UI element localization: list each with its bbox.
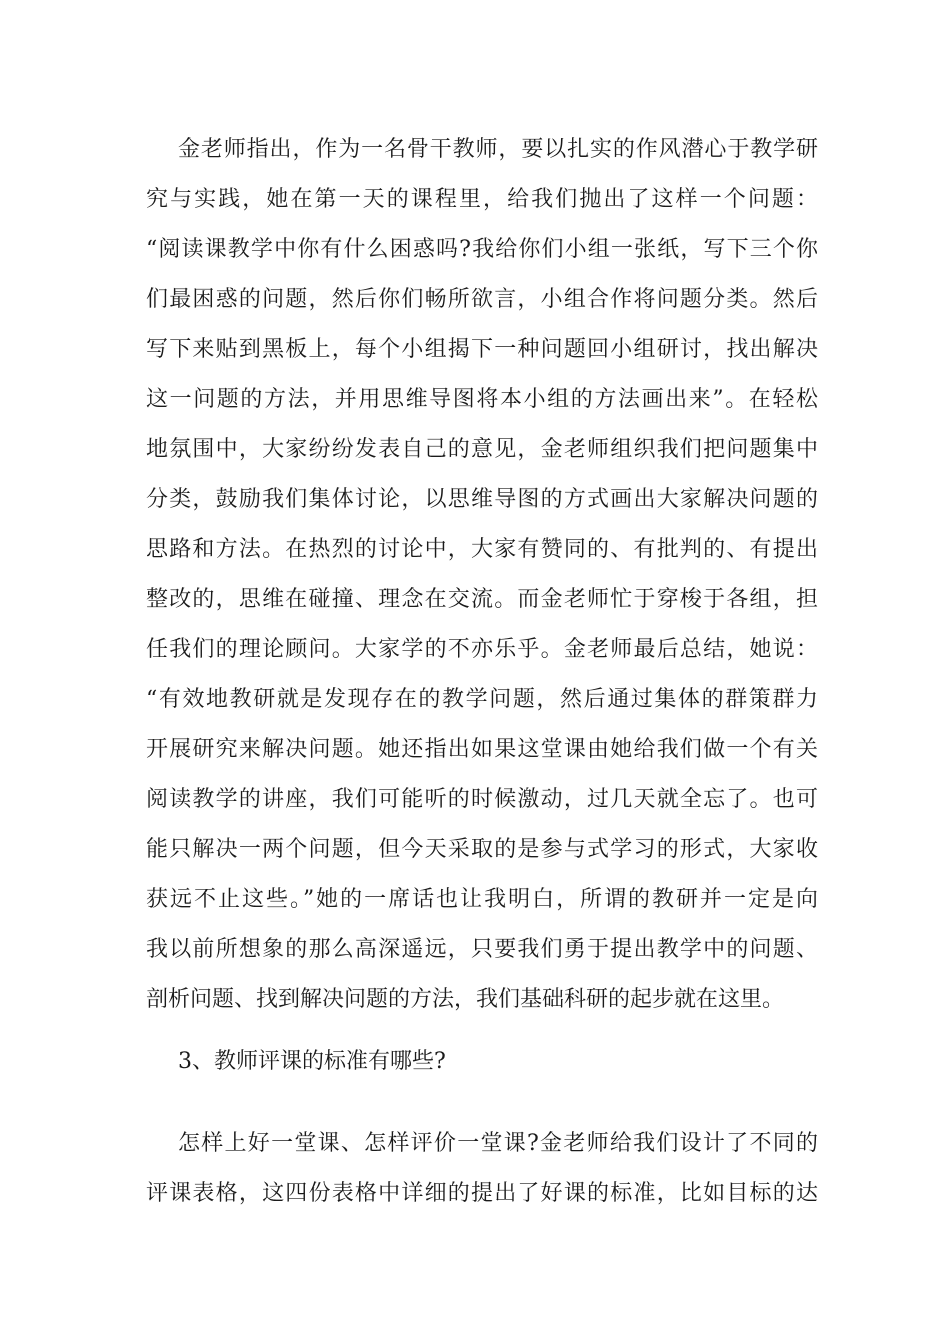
paragraph-line: 金老师指出，作为一名骨干教师，要以扎实的作风潜心于教学研: [178, 137, 818, 162]
paragraph-line: 评课表格，这四份表格中详细的提出了好课的标准，比如目标的达: [146, 1181, 818, 1206]
paragraph-line: 究与实践，她在第一天的课程里，给我们抛出了这样一个问题：: [146, 187, 818, 212]
paragraph-1: [146, 125, 818, 1025]
paragraph-line: 开展研究来解决问题。她还指出如果这堂课由她给我们做一个有关: [146, 737, 818, 762]
paragraph-line: 获远不止这些。”她的一席话也让我明白，所谓的教研并一定是向: [146, 887, 818, 912]
paragraph-line: 地氛围中，大家纷纷发表自己的意见，金老师组织我们把问题集中: [146, 437, 818, 462]
paragraph-line: 这一问题的方法，并用思维导图将本小组的方法画出来”。在轻松: [146, 387, 818, 412]
paragraph-line: 剖析问题、找到解决问题的方法，我们基础科研的起步就在这里。: [146, 987, 785, 1012]
paragraph-line: 怎样上好一堂课、怎样评价一堂课?金老师给我们设计了不同的: [178, 1131, 818, 1156]
paragraph-2: [146, 1119, 818, 1219]
paragraph-line: 能只解决一两个问题，但今天采取的是参与式学习的形式，大家收: [146, 837, 818, 862]
paragraph-line: “阅读课教学中你有什么困惑吗?我给你们小组一张纸，写下三个你: [146, 237, 818, 262]
paragraph-line: 分类，鼓励我们集体讨论，以思维导图的方式画出大家解决问题的: [146, 487, 818, 512]
section-heading-text: 3、教师评课的标准有哪些?: [178, 1049, 446, 1074]
paragraph-line: 任我们的理论顾问。大家学的不亦乐乎。金老师最后总结，她说：: [146, 637, 818, 662]
paragraph-line: 们最困惑的问题，然后你们畅所欲言，小组合作将问题分类。然后: [146, 287, 818, 312]
paragraph-line: 阅读教学的讲座，我们可能听的时候激动，过几天就全忘了。也可: [146, 787, 818, 812]
paragraph-line: “有效地教研就是发现存在的教学问题，然后通过集体的群策群力: [146, 687, 818, 712]
paragraph-line: 思路和方法。在热烈的讨论中，大家有赞同的、有批判的、有提出: [146, 537, 818, 562]
section-heading: [146, 1037, 818, 1087]
paragraph-line: 整改的，思维在碰撞、理念在交流。而金老师忙于穿梭于各组，担: [146, 587, 818, 612]
paragraph-line: 写下来贴到黑板上，每个小组揭下一种问题回小组研讨，找出解决: [146, 337, 818, 362]
paragraph-line: 我以前所想象的那么高深遥远，只要我们勇于提出教学中的问题、: [146, 937, 818, 962]
